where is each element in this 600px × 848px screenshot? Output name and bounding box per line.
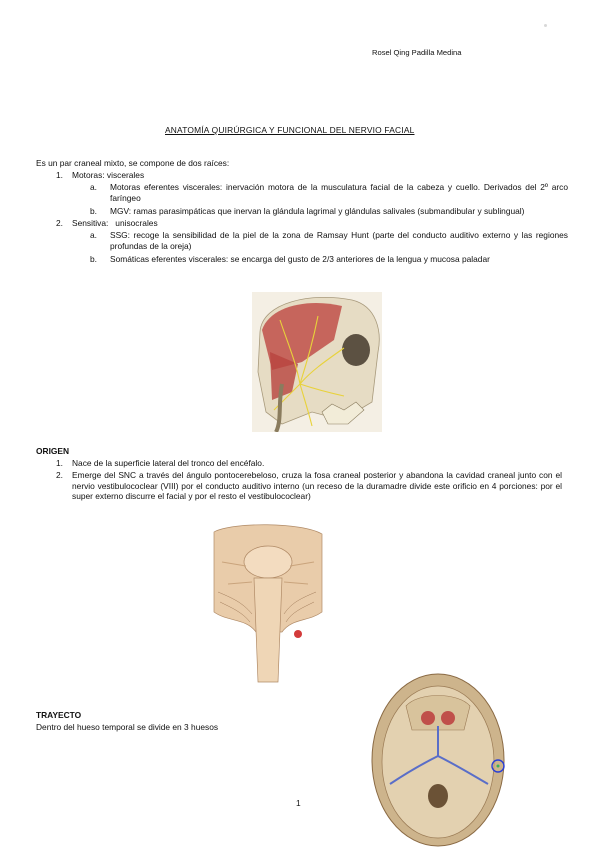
list-number: 2. [56,470,63,480]
cranial-base-illustration [368,666,508,848]
list-number: 1. [56,170,63,180]
skull-facial-nerve-illustration [252,292,382,432]
vessel-left [421,711,435,725]
page-title: ANATOMÍA QUIRÚRGICA Y FUNCIONAL DEL NERVIO FACIAL [165,125,415,135]
list-text: Somáticas eferentes viscerales: se encarga del gusto de 2/3 anteriores de la lengua y mucosa paladar [110,254,490,264]
list-letter: a. [90,230,97,240]
list-text: SSG: recoge la sensibilidad de la piel de la zona de Ramsay Hunt (parte del conducto auditivo externo y las regiones profundas de la oreja) [110,230,568,251]
list-text: Motoras eferentes viscerales: inervación motora de la musculatura facial de la cabeza y cuello. Derivados del 2º arco faríngeo [110,182,568,203]
root-label: Motoras: viscerales [72,170,145,180]
section-heading-origen: ORIGEN [36,446,70,456]
trayecto-text: Dentro del hueso temporal se divide en 3 huesos [36,722,219,732]
pons [244,546,292,578]
list-text: MGV: ramas parasimpáticas que inervan la glándula lagrimal y glándulas salivales (submandibular y sublingual) [110,206,525,216]
foramen-magnum [428,784,448,808]
list-letter: a. [90,182,97,192]
list-number: 2. [56,218,63,228]
list-letter: b. [90,254,97,264]
list-text: Emerge del SNC a través del ángulo pontocerebeloso, cruza la fosa craneal posterior y abandona la cavidad craneal junto con el nervio vestibulococlear (VIII) por el conducto auditivo interno (un receso de la duramadre divide este orificio en 4 porciones: por el super externo discurre el facial y por el resto el vestibulococlear) [72,470,562,501]
list-letter: b. [90,206,97,216]
vessel-right [441,711,455,725]
highlighted-nerve-root [294,630,302,638]
anterior-fossa [406,696,470,731]
highlight-dot [497,765,500,768]
root-label: Sensitiva: unisocrales [72,218,158,228]
corner-mark [544,24,547,27]
medulla-spinal-cord [254,578,282,682]
section-heading-trayecto: TRAYECTO [36,710,82,720]
brainstem-illustration [212,522,324,684]
list-number: 1. [56,458,63,468]
list-text: Nace de la superficie lateral del tronco del encéfalo. [72,458,265,468]
intro-text: Es un par craneal mixto, se compone de dos raíces: [36,158,230,168]
page-number: 1 [296,798,301,808]
orbit [342,334,370,366]
author-name: Rosel Qing Padilla Medina [372,48,462,57]
